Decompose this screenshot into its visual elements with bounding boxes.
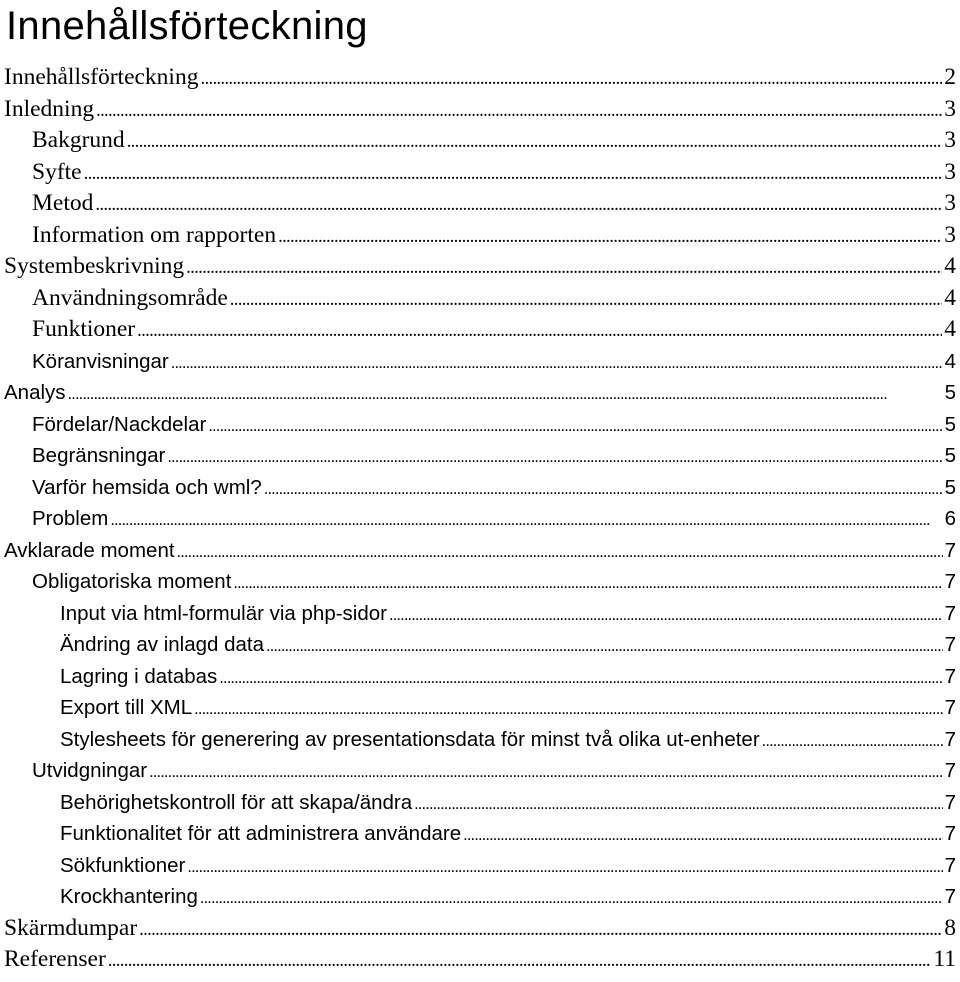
toc-entry-page-number: 3 [944,158,956,185]
toc-entry[interactable] [0,913,960,945]
toc-dot-leader [762,726,943,758]
toc-entry[interactable] [0,94,960,126]
toc-entry-label: Krockhantering [60,885,198,908]
toc-entry-page-number: 3 [944,127,956,153]
toc-dot-leader [137,315,942,347]
toc-dot-leader [110,505,942,537]
toc-entry-page-number: 7 [944,727,956,751]
toc-entry[interactable] [0,535,960,567]
toc-entry-label: Analys [4,381,66,404]
toc-entry-label: Problem [32,507,109,530]
toc-dot-leader [171,348,943,380]
toc-entry-label: Information om rapporten [32,221,277,248]
toc-entry-label: Systembeskrivning [4,253,185,279]
toc-entry-page-number: 3 [944,190,956,216]
toc-dot-leader [389,600,943,632]
toc-entry-label: Avklarade moment [4,538,175,562]
toc-entry-label: Inledning [4,95,95,122]
toc-entry[interactable] [0,314,960,346]
toc-entry[interactable] [0,787,960,819]
table-of-contents [0,62,960,976]
toc-entry[interactable] [0,629,960,661]
toc-entry-page-number: 6 [944,507,956,530]
toc-entry[interactable] [0,692,960,724]
toc-entry-label: Fördelar/Nackdelar [32,412,207,436]
toc-entry-page-number: 5 [944,444,956,467]
toc-entry[interactable] [0,251,960,283]
toc-entry[interactable] [0,472,960,504]
toc-entry[interactable] [0,850,960,882]
toc-dot-leader [278,221,942,253]
toc-entry-page-number: 5 [944,381,956,404]
toc-entry[interactable] [0,724,960,756]
toc-entry-label: Behörighetskontroll för att skapa/ändra [60,790,413,814]
toc-dot-leader [230,284,942,316]
toc-entry-page-number: 7 [944,601,956,625]
toc-entry-label: Referenser [4,946,106,972]
toc-entry[interactable] [0,283,960,315]
toc-entry-page-number: 3 [944,221,956,248]
toc-entry-label: Sökfunktioner [60,853,186,877]
toc-dot-leader [208,411,942,443]
toc-dot-leader [84,158,943,190]
toc-dot-leader [194,694,942,726]
toc-entry-page-number: 7 [944,822,956,845]
toc-entry-label: Obligatoriska moment [32,570,232,593]
toc-entry-label: Varför hemsida och wml? [32,475,262,499]
toc-entry-label: Innehållsförteckning [4,64,199,90]
toc-entry-page-number: 4 [944,253,956,279]
toc-entry[interactable] [0,566,960,598]
toc-entry-label: Lagring i databas [60,664,218,688]
toc-entry-page-number: 3 [944,95,956,122]
toc-dot-leader [108,945,932,977]
toc-entry-page-number: 11 [933,946,956,972]
toc-entry-label: Ändring av inlagd data [60,633,265,656]
toc-dot-leader [139,914,942,946]
toc-dot-leader [167,442,942,474]
toc-entry[interactable] [0,598,960,630]
toc-entry[interactable] [0,944,960,976]
toc-entry-label: Bakgrund [32,127,125,153]
toc-entry[interactable] [0,440,960,472]
toc-entry[interactable] [0,409,960,441]
toc-entry-page-number: 7 [944,696,956,719]
toc-entry-label: Funktionalitet för att administrera användare [60,822,462,845]
toc-dot-leader [177,537,943,569]
toc-dot-leader [414,789,942,821]
toc-entry-page-number: 5 [944,475,956,499]
toc-dot-leader [219,663,942,695]
toc-dot-leader [200,63,942,95]
toc-entry[interactable] [0,62,960,94]
toc-entry-page-number: 4 [944,349,956,373]
toc-entry[interactable] [0,125,960,157]
toc-entry-page-number: 7 [944,664,956,688]
toc-dot-leader [233,568,942,600]
toc-entry-label: Köranvisningar [32,349,169,373]
toc-entry-page-number: 8 [944,914,956,941]
toc-entry-page-number: 4 [944,316,956,342]
toc-entry-page-number: 7 [944,885,956,908]
toc-entry[interactable] [0,661,960,693]
toc-dot-leader [68,379,943,411]
toc-entry-label: Stylesheets för generering av presentationsdata för minst två olika ut-enheter [60,727,760,751]
toc-dot-leader [264,474,943,506]
toc-entry[interactable] [0,188,960,220]
toc-entry[interactable] [0,346,960,378]
toc-entry-page-number: 2 [944,64,956,90]
toc-dot-leader [463,820,942,852]
toc-entry-page-number: 7 [944,790,956,814]
toc-entry-label: Begränsningar [32,444,166,467]
toc-entry-page-number: 7 [944,570,956,593]
toc-entry[interactable] [0,503,960,535]
toc-dot-leader [96,95,942,127]
toc-dot-leader [186,252,942,284]
toc-entry-page-number: 7 [944,538,956,562]
toc-entry-page-number: 7 [944,633,956,656]
toc-dot-leader [266,631,943,663]
toc-entry-label: Skärmdumpar [4,914,138,941]
toc-entry-page-number: 7 [944,853,956,877]
toc-entry-label: Utvidgningar [32,759,148,782]
toc-entry[interactable] [0,157,960,189]
toc-entry-page-number: 4 [944,284,956,311]
page-title: Innehållsförteckning [6,4,368,48]
toc-entry[interactable] [0,881,960,913]
toc-dot-leader [149,757,943,789]
toc-entry-label: Export till XML [60,696,193,719]
toc-entry[interactable] [0,818,960,850]
toc-entry-label: Användningsområde [32,284,228,311]
toc-entry-label: Syfte [32,158,82,185]
toc-entry-page-number: 7 [944,759,956,782]
toc-entry-label: Metod [32,190,94,216]
toc-entry[interactable] [0,377,960,409]
toc-dot-leader [200,883,943,915]
toc-dot-leader [187,852,942,884]
toc-entry[interactable] [0,220,960,252]
toc-entry-label: Funktioner [32,316,136,342]
toc-entry[interactable] [0,755,960,787]
toc-entry-label: Input via html-formulär via php-sidor [60,601,387,625]
toc-dot-leader [95,189,942,221]
toc-dot-leader [127,126,943,158]
toc-entry-page-number: 5 [944,412,956,436]
